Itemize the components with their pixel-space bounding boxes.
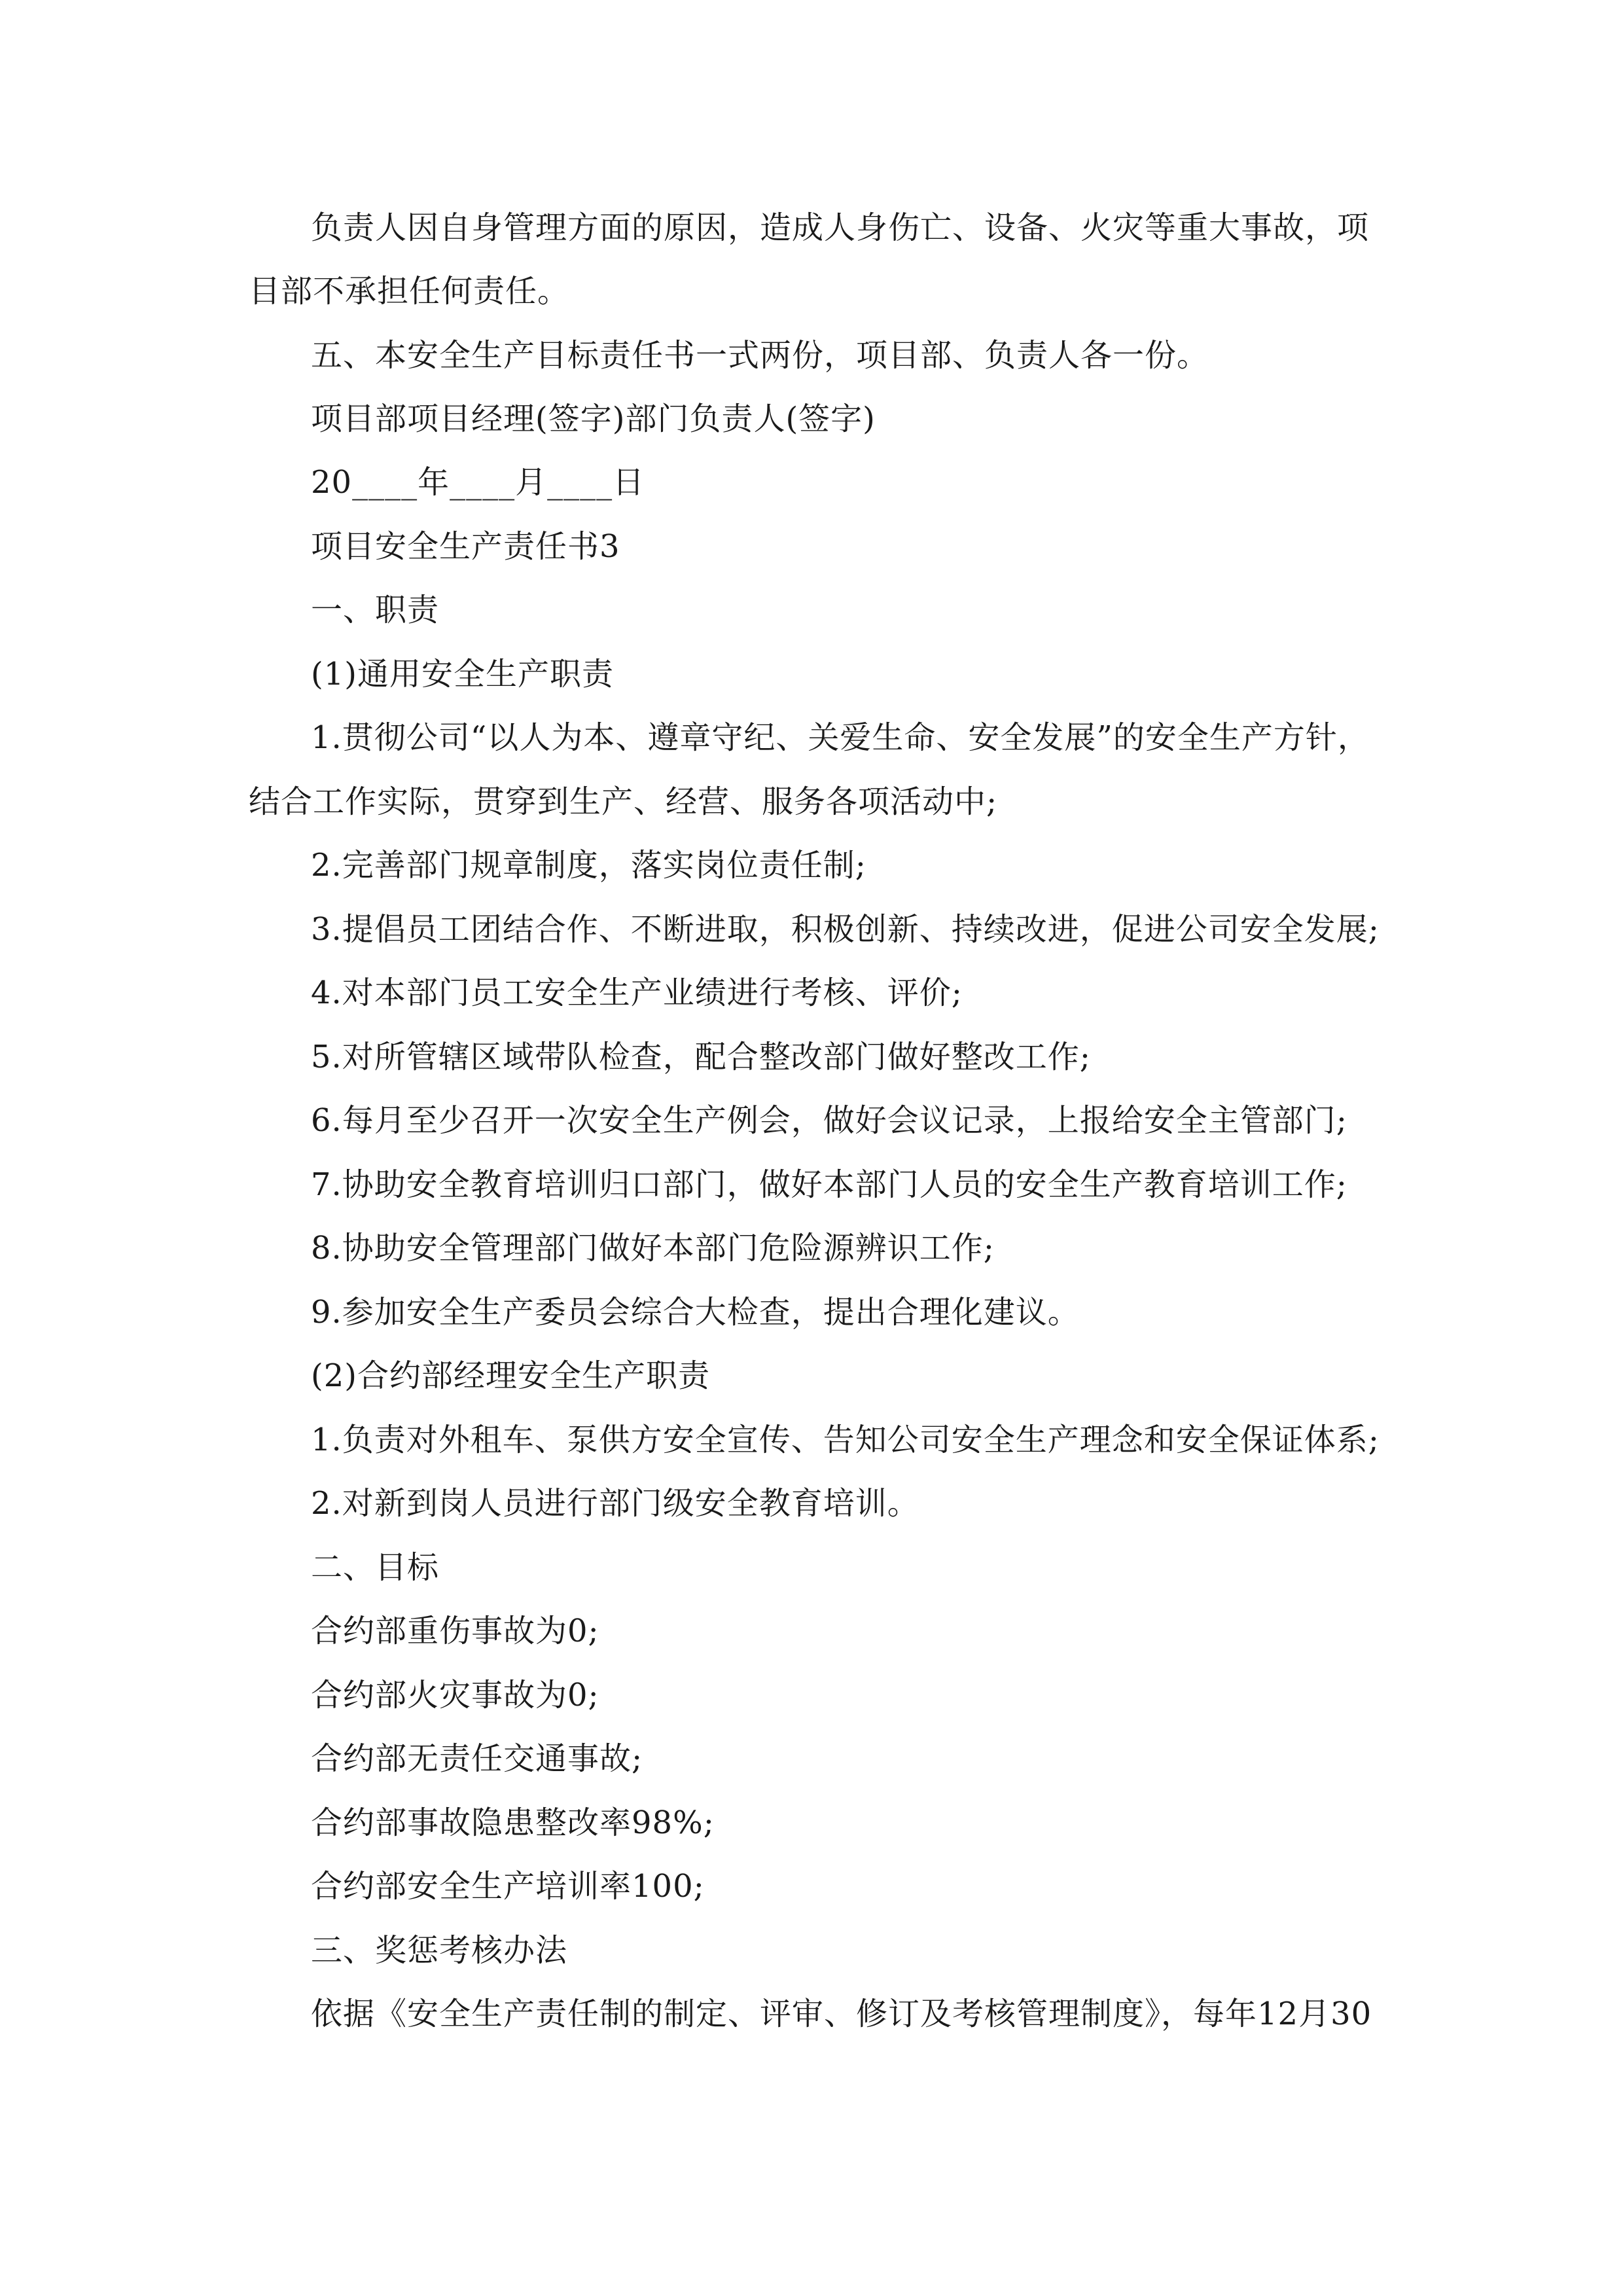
paragraph-line: 五、本安全生产目标责任书一式两份，项目部、负责人各一份。 [311, 337, 1209, 374]
target-item: 合约部安全生产培训率100; [311, 1868, 705, 1905]
list-item: 8.协助安全管理部门做好本部门危险源辨识工作; [311, 1230, 995, 1266]
list-item: 9.参加安全生产委员会综合大检查，提出合理化建议。 [311, 1294, 1080, 1331]
paragraph-line: 依据《安全生产责任制的制定、评审、修订及考核管理制度》，每年12月30 [311, 1996, 1372, 2032]
paragraph-line: 负责人因自身管理方面的原因，造成人身伤亡、设备、火灾等重大事故，项 [311, 209, 1370, 246]
paragraph-line: 目部不承担任何责任。 [249, 273, 570, 310]
subsection-heading: (1)通用安全生产职责 [311, 656, 614, 692]
list-item: 7.协助安全教育培训归口部门，做好本部门人员的安全生产教育培训工作; [311, 1166, 1347, 1203]
target-item: 合约部重伤事故为0; [311, 1613, 599, 1649]
list-item-continuation: 结合工作实际，贯穿到生产、经营、服务各项活动中; [249, 783, 998, 820]
list-item: 6.每月至少召开一次安全生产例会，做好会议记录，上报给安全主管部门; [311, 1102, 1347, 1139]
list-item: 1.负责对外租车、泵供方安全宣传、告知公司安全生产理念和安全保证体系; [311, 1422, 1380, 1458]
signature-line: 项目部项目经理(签字)部门负责人(签字) [311, 401, 876, 437]
target-item: 合约部事故隐患整改率98%; [311, 1804, 715, 1841]
target-item: 合约部火灾事故为0; [311, 1677, 599, 1713]
target-item: 合约部无责任交通事故; [311, 1740, 643, 1777]
list-item: 2.完善部门规章制度，落实岗位责任制; [311, 847, 866, 884]
subsection-heading: (2)合约部经理安全生产职责 [311, 1357, 710, 1394]
section-heading: 二、目标 [311, 1549, 440, 1586]
date-line: 20____年____月____日 [311, 464, 645, 501]
list-item: 5.对所管辖区域带队检查，配合整改部门做好整改工作; [311, 1039, 1091, 1075]
list-item: 2.对新到岗人员进行部门级安全教育培训。 [311, 1485, 919, 1522]
section-title: 项目安全生产责任书3 [311, 528, 620, 565]
list-item: 3.提倡员工团结合作、不断进取，积极创新、持续改进，促进公司安全发展; [311, 911, 1380, 948]
section-heading: 三、奖惩考核办法 [311, 1932, 568, 1969]
list-item: 1.贯彻公司“以人为本、遵章守纪、关爱生命、安全发展”的安全生产方针， [311, 719, 1370, 756]
list-item: 4.对本部门员工安全生产业绩进行考核、评价; [311, 975, 963, 1011]
section-heading: 一、职责 [311, 592, 440, 628]
